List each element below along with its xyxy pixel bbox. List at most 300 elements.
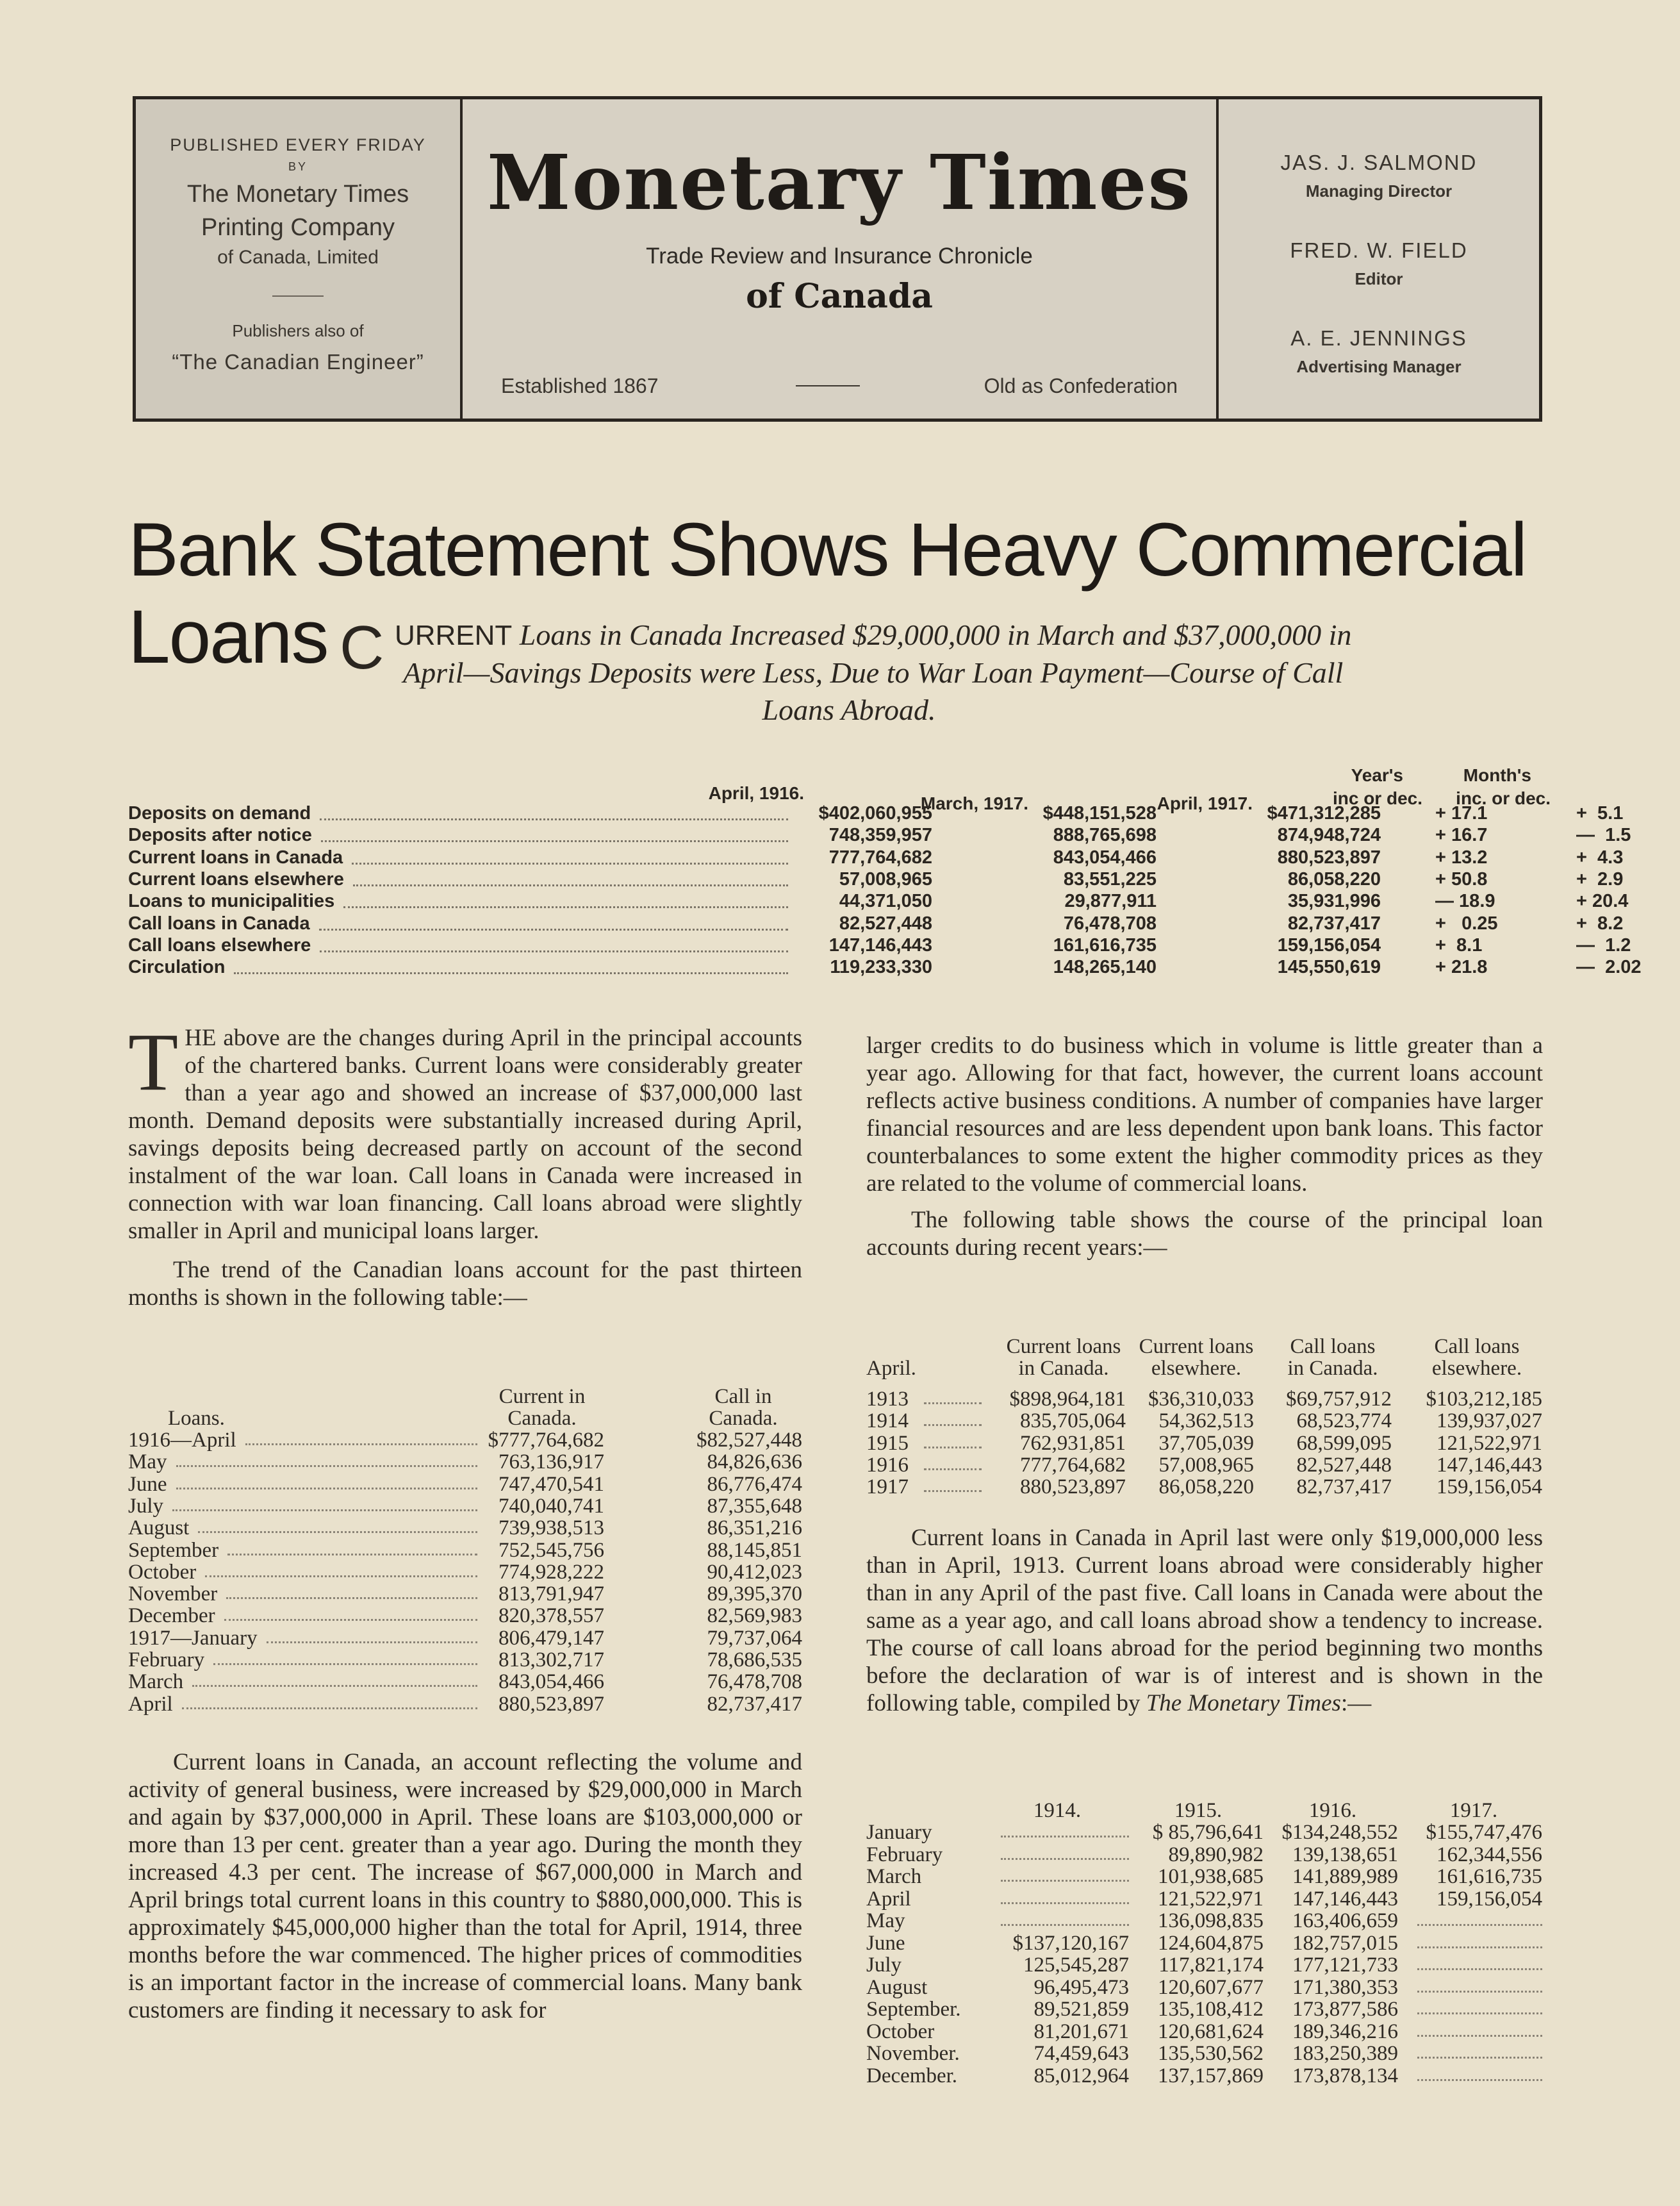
head-c4b: elsewhere. (1431, 1357, 1522, 1380)
publisher-line3: of Canada, Limited (217, 247, 379, 268)
by-label: BY (288, 160, 308, 173)
table-row (866, 1977, 1543, 1998)
cell-m17: 161,616,735 (1053, 934, 1157, 956)
publisher-line2: Printing Company (201, 214, 395, 241)
month: August (128, 1516, 190, 1540)
table-row (866, 1432, 1543, 1454)
month: September. (866, 1998, 961, 2021)
cell-y16: 182,757,015 (1292, 1931, 1398, 1955)
table-row (866, 1998, 1543, 2020)
cell-y16: $134,248,552 (1281, 1821, 1398, 1844)
cell-y14: 81,201,671 (1034, 2019, 1129, 2043)
month: April (128, 1692, 173, 1716)
cell-c4: 147,146,443 (1437, 1453, 1542, 1477)
divider (272, 295, 324, 297)
cell-y16: 183,250,389 (1292, 2042, 1398, 2065)
leader-dots (924, 1388, 982, 1404)
table-row (128, 1605, 802, 1627)
cell-a17: 874,948,724 (1277, 825, 1381, 846)
year-header: 1915. (1174, 1799, 1223, 1822)
head-call-2: Canada. (709, 1407, 778, 1430)
cell-a16: 147,146,443 (828, 934, 932, 956)
row-label: Circulation (128, 957, 226, 978)
table-row (866, 2021, 1543, 2043)
cell-y16: 173,878,134 (1292, 2064, 1398, 2087)
cell-a17: 145,550,619 (1277, 957, 1381, 978)
table-row (128, 1517, 802, 1539)
head-april: April. (866, 1357, 916, 1380)
cell-y15: 135,108,412 (1158, 1998, 1264, 2021)
cell-y16: 163,406,659 (1292, 1909, 1398, 1932)
call-in-canada: 79,737,064 (707, 1626, 802, 1650)
publishers-also-of: Publishers also of (232, 321, 364, 340)
cell-yr: + 17.1 (1435, 803, 1488, 824)
cell-m17: 76,478,708 (1063, 913, 1157, 934)
cell-c3: 82,737,417 (1296, 1475, 1392, 1499)
cell-c1: 835,705,064 (1020, 1409, 1126, 1433)
leader-dots (1001, 1844, 1129, 1860)
year: 1915 (866, 1431, 909, 1455)
month: October (866, 2019, 935, 2043)
cell-c3: $69,757,912 (1286, 1388, 1392, 1411)
year: 1913 (866, 1388, 909, 1411)
cell-c2: $36,310,033 (1148, 1388, 1254, 1411)
paragraph: Current loans in Canada, an account reflecting the volume and activity of general business, were increased by $29,000,000 in March and again by $37,000,000 in April. These loans are $103,000,000 or more than 13 per cent. greater than a year ago. During the month they increased 4.3 per cent. The increase of $67,000,000 in March and April brings total current loans in this country to $880,000,000. This is approximately $45,000,000 higher than the total for April, 1914, three months before the war commenced. The higher prices of commodities is an important factor in the increase of commercial loans. Many bank customers are finding it necessary to ask for (128, 1749, 802, 2023)
current-in-canada: 774,928,222 (498, 1560, 604, 1584)
cell-c4: $103,212,185 (1426, 1388, 1542, 1411)
cell-m17: 888,765,698 (1053, 825, 1157, 846)
row-label: Current loans elsewhere (128, 868, 344, 890)
leader-dots (924, 1432, 982, 1448)
cell-yr: + 13.2 (1435, 847, 1488, 868)
leader-dots (1001, 1821, 1129, 1837)
cell-c4: 121,522,971 (1437, 1431, 1542, 1455)
table-row (128, 1539, 802, 1561)
cell-mo: — 2.02 (1576, 957, 1642, 978)
cell-y16: 173,877,586 (1292, 1998, 1398, 2021)
call-in-canada: 90,412,023 (707, 1560, 802, 1584)
leader-dots (1417, 2065, 1542, 2081)
table-row (128, 1693, 802, 1715)
header-april-1917: April, 1917. (1157, 793, 1253, 813)
cell-a17: 159,156,054 (1277, 934, 1381, 956)
table-row (128, 1583, 802, 1605)
cell-c3: 82,527,448 (1296, 1453, 1392, 1477)
cell-mo: — 1.2 (1576, 934, 1631, 956)
cell-a16: 119,233,330 (830, 957, 932, 978)
leader-dots (172, 1495, 477, 1511)
table-row (866, 1821, 1543, 1843)
summary-row (128, 957, 1642, 979)
leader-dots (245, 1429, 477, 1445)
cell-a16: 748,359,957 (828, 825, 932, 846)
staff-name: A. E. JENNINGS (1290, 326, 1467, 350)
staff-role: Editor (1355, 269, 1403, 288)
row-label: Deposits on demand (128, 803, 311, 824)
header-months-2: inc. or dec. (1456, 788, 1551, 808)
head-current-1: Current in (498, 1385, 586, 1408)
left-column (128, 1016, 802, 1311)
table-row (128, 1473, 802, 1495)
month: February (128, 1648, 205, 1671)
head-c2a: Current loans (1139, 1335, 1254, 1358)
head-c3a: Call loans (1290, 1335, 1376, 1358)
leader-dots (198, 1517, 477, 1533)
row-label: Call loans in Canada (128, 913, 310, 934)
cell-m17: 83,551,225 (1063, 868, 1157, 890)
summary-row (128, 825, 1631, 847)
table-row (866, 1954, 1543, 1976)
publisher-box (136, 99, 463, 419)
header-years-2: inc or dec. (1332, 788, 1422, 808)
leader-dots (176, 1473, 477, 1489)
current-in-canada: 740,040,741 (498, 1494, 604, 1518)
leader-dots (1417, 1910, 1542, 1926)
cell-c2: 57,008,965 (1158, 1453, 1254, 1477)
current-in-canada: 820,378,557 (498, 1604, 604, 1628)
table-row (866, 2065, 1543, 2087)
leader-dots (192, 1671, 477, 1687)
headline: Bank Statement Shows Heavy Commercial Loans (128, 508, 1527, 679)
paragraph: The following table shows the course of the principal loan accounts during recent years:— (866, 1207, 1543, 1261)
row-label: Loans to municipalities (128, 891, 335, 912)
table-row (866, 1844, 1543, 1866)
cell-mo: — 1.5 (1576, 825, 1631, 846)
cell-c2: 86,058,220 (1158, 1475, 1254, 1499)
cell-y15: 135,530,562 (1158, 2042, 1264, 2065)
current-in-canada: 763,136,917 (498, 1450, 604, 1474)
table-row (866, 2043, 1543, 2064)
cell-yr: + 16.7 (1435, 825, 1488, 846)
cell-y15: 137,157,869 (1158, 2064, 1264, 2087)
cell-a16: 57,008,965 (839, 868, 932, 890)
call-in-canada: 82,737,417 (707, 1692, 802, 1716)
table-row (866, 1910, 1543, 1932)
cell-a17: $471,312,285 (1267, 803, 1381, 824)
cell-yr: + 0.25 (1435, 913, 1498, 934)
leader-dots (224, 1605, 477, 1621)
head-call-1: Call in (714, 1385, 772, 1408)
call-in-canada: 82,569,983 (707, 1604, 802, 1628)
leader-dots (226, 1583, 477, 1599)
month: July (128, 1494, 164, 1518)
leader-dots (1001, 1866, 1129, 1882)
month: June (128, 1472, 167, 1496)
summary-row (128, 803, 1624, 825)
cell-m17: 29,877,911 (1064, 891, 1157, 912)
call-in-canada: 76,478,708 (707, 1670, 802, 1694)
paragraph-end: :— (1340, 1690, 1372, 1716)
cell-c4: 139,937,027 (1437, 1409, 1542, 1433)
table-row (128, 1671, 802, 1693)
cell-a17: 35,931,996 (1287, 891, 1381, 912)
cell-y17: 161,616,735 (1437, 1865, 1542, 1888)
cell-y16: 171,380,353 (1292, 1975, 1398, 1999)
staff-role: Managing Director (1305, 181, 1453, 201)
staff-name: JAS. J. SALMOND (1280, 151, 1478, 174)
row-label: Deposits after notice (128, 825, 312, 846)
paragraph: The trend of the Canadian loans account for the past thirteen months is shown in the following table:— (128, 1257, 802, 1311)
summary-row (128, 868, 1624, 891)
row-label: Call loans elsewhere (128, 934, 311, 956)
cell-y15: 101,938,685 (1158, 1865, 1264, 1888)
head-c1b: in Canada. (1018, 1357, 1109, 1380)
cell-c2: 37,705,039 (1158, 1431, 1254, 1455)
old-as-confederation: Old as Confederation (984, 374, 1178, 397)
leader-dots (320, 803, 788, 820)
cell-yr: + 8.1 (1435, 934, 1483, 956)
month: 1917—January (128, 1626, 258, 1650)
table-row (866, 1410, 1543, 1432)
current-in-canada: 747,470,541 (498, 1472, 604, 1496)
head-loans: Loans. (168, 1407, 225, 1430)
month: March (866, 1865, 922, 1888)
leader-dots (1417, 2021, 1542, 2037)
month: May (128, 1450, 167, 1474)
month: January (866, 1821, 932, 1844)
year: 1917 (866, 1475, 909, 1499)
leader-dots (924, 1476, 982, 1492)
summary-row (128, 847, 1624, 869)
month: February (866, 1843, 943, 1866)
table-row (128, 1649, 802, 1671)
cell-y14: $137,120,167 (1012, 1931, 1129, 1955)
cell-y14: 85,012,964 (1034, 2064, 1129, 2087)
cell-y17: 162,344,556 (1437, 1843, 1542, 1866)
right-column-lower (866, 1524, 1543, 1717)
cell-yr: + 50.8 (1435, 868, 1488, 890)
leader-dots (353, 869, 788, 886)
publication-ref: The Monetary Times (1146, 1690, 1341, 1716)
cell-m17: $448,151,528 (1042, 803, 1157, 824)
deck-cap: C (340, 613, 384, 682)
leader-dots (213, 1649, 477, 1665)
call-in-canada: $82,527,448 (696, 1429, 802, 1452)
publication-subtitle: Trade Review and Insurance Chronicle (646, 244, 1033, 269)
cell-y14: 96,495,473 (1034, 1975, 1129, 1999)
cell-y16: 141,889,989 (1292, 1865, 1398, 1888)
leader-dots (352, 847, 788, 865)
current-in-canada: 752,545,756 (498, 1538, 604, 1562)
cell-a16: 777,764,682 (828, 847, 932, 868)
of-canada: of Canada (746, 277, 933, 316)
cell-y17: $155,747,476 (1426, 1821, 1542, 1844)
call-in-canada: 87,355,648 (707, 1494, 802, 1518)
cell-c4: 159,156,054 (1437, 1475, 1542, 1499)
cell-mo: + 8.2 (1576, 913, 1624, 934)
publisher-line1: The Monetary Times (186, 181, 409, 208)
head-current-2: Canada. (507, 1407, 577, 1430)
leader-dots (1417, 1954, 1542, 1970)
current-in-canada: 739,938,513 (498, 1516, 604, 1540)
table-row (866, 1388, 1543, 1410)
cell-yr: + 21.8 (1435, 957, 1488, 978)
cell-mo: + 4.3 (1576, 847, 1624, 868)
published-every-friday: PUBLISHED EVERY FRIDAY (170, 135, 426, 154)
table-row (866, 1476, 1543, 1498)
header-months: Month's (1463, 765, 1531, 785)
current-in-canada: $777,764,682 (488, 1429, 604, 1452)
leader-dots (234, 957, 788, 974)
month: May (866, 1909, 905, 1932)
cell-c1: 777,764,682 (1020, 1453, 1126, 1477)
cell-m17: 843,054,466 (1053, 847, 1157, 868)
cell-y16: 147,146,443 (1292, 1887, 1398, 1911)
header-march-1917: March, 1917. (920, 793, 1028, 813)
head-c3b: in Canada. (1287, 1357, 1378, 1380)
leader-dots (1417, 1998, 1542, 2014)
row-label: Current loans in Canada (128, 847, 343, 868)
right-column (866, 1032, 1543, 1261)
table-row (128, 1451, 802, 1473)
header-years: Year's (1351, 765, 1403, 785)
cell-mo: + 5.1 (1576, 803, 1624, 824)
cell-c3: 68,523,774 (1296, 1409, 1392, 1433)
title-box (463, 99, 1219, 419)
leader-dots (924, 1410, 982, 1426)
month: December (128, 1604, 215, 1628)
year-header: 1916. (1308, 1799, 1357, 1822)
cell-y15: 117,821,174 (1158, 1953, 1264, 1977)
month: August (866, 1975, 928, 1999)
month: November (128, 1582, 218, 1606)
staff-role: Advertising Manager (1296, 357, 1462, 376)
staff-name: FRED. W. FIELD (1290, 238, 1468, 262)
table-row (128, 1561, 802, 1583)
month: March (128, 1670, 184, 1694)
divider (796, 385, 860, 386)
deck (340, 613, 1358, 729)
current-in-canada: 880,523,897 (498, 1692, 604, 1716)
summary-row (128, 934, 1631, 957)
masthead (133, 96, 1542, 422)
cell-a16: 82,527,448 (839, 913, 932, 934)
cell-y16: 189,346,216 (1292, 2019, 1398, 2043)
cell-y14: 89,521,859 (1034, 1998, 1129, 2021)
leader-dots (227, 1539, 477, 1555)
leader-dots (343, 891, 788, 908)
call-in-canada: 89,395,370 (707, 1582, 802, 1606)
table-row (866, 1932, 1543, 1954)
leader-dots (176, 1451, 477, 1467)
cell-a17: 880,523,897 (1277, 847, 1381, 868)
deck-lead: URRENT (394, 620, 513, 651)
leader-dots (205, 1561, 477, 1577)
dropcap: T (128, 1016, 179, 1107)
summary-row (128, 913, 1624, 935)
call-in-canada: 88,145,851 (707, 1538, 802, 1562)
cell-mo: + 20.4 (1576, 891, 1629, 912)
paragraph (866, 1524, 1543, 1717)
head-c4a: Call loans (1434, 1335, 1520, 1358)
paragraph: larger credits to do business which in volume is little greater than a year ago. Allowing for that fact, however, the current loans account reflects active business conditions. A number of companies have larger financial resources and are less dependent upon bank loans. This factor counterbalances to some extent the higher commodity prices as they are related to the volume of commercial loans. (866, 1033, 1543, 1197)
cell-c2: 54,362,513 (1158, 1409, 1254, 1433)
cell-m17: 148,265,140 (1053, 957, 1157, 978)
leader-dots (1417, 2043, 1542, 2059)
leader-dots (924, 1454, 982, 1470)
cell-a16: 44,371,050 (839, 891, 932, 912)
cell-y15: 120,607,677 (1158, 1975, 1264, 1999)
year-header: 1914. (1033, 1799, 1082, 1822)
leader-dots (321, 825, 788, 842)
paragraph: HE above are the changes during April in the principal accounts of the chartered banks. Current loans were considerably greater than a year ago and showed an increase of $37,000,000 last month. Demand deposits were substantially increased during April, savings deposits being decreased partly on account of the second instalment of the war loan. Call loans in Canada were increased in connection with war loan financing. Call loans abroad were slightly smaller in April and municipal loans larger. (128, 1025, 802, 1244)
month: July (866, 1953, 902, 1977)
publication-title: Monetary Times (487, 138, 1192, 227)
canadian-engineer: “The Canadian Engineer” (172, 350, 424, 374)
head-c1a: Current loans (1006, 1335, 1121, 1358)
call-in-canada: 78,686,535 (707, 1648, 802, 1671)
current-in-canada: 813,302,717 (498, 1648, 604, 1671)
cell-c1: 880,523,897 (1020, 1475, 1126, 1499)
paragraph-text: Current loans in Canada in April last were only $19,000,000 less than in April, 1913. Current loans abroad were considerably higher than in any April of the past five. Call loans in Canada were about the same as a year ago, and call loans abroad show a tendency to increase. The course of call loans abroad for the period beginning two months before the declaration of war is of interest and is shown in the following table, compiled by (866, 1525, 1543, 1716)
leader-dots (267, 1627, 477, 1643)
call-in-canada: 86,351,216 (707, 1516, 802, 1540)
cell-a17: 82,737,417 (1287, 913, 1381, 934)
current-in-canada: 843,054,466 (498, 1670, 604, 1694)
leader-dots (182, 1693, 477, 1709)
current-in-canada: 806,479,147 (498, 1626, 604, 1650)
cell-yr: — 18.9 (1435, 891, 1495, 912)
cell-a16: $402,060,955 (818, 803, 932, 824)
year: 1916 (866, 1453, 909, 1477)
month: November. (866, 2042, 960, 2065)
cell-y15: $ 85,796,641 (1152, 1821, 1264, 1844)
cell-c1: $898,964,181 (1009, 1388, 1126, 1411)
established: Established 1867 (501, 374, 659, 397)
cell-y15: 136,098,835 (1158, 1909, 1264, 1932)
table-row (128, 1495, 802, 1517)
cell-mo: + 2.9 (1576, 868, 1624, 890)
leader-dots (320, 935, 788, 952)
cell-c1: 762,931,851 (1020, 1431, 1126, 1455)
header-april-1916: April, 1916. (708, 783, 804, 803)
left-column-lower (128, 1748, 802, 2024)
month: October (128, 1560, 197, 1584)
year-header: 1917. (1449, 1799, 1498, 1822)
staff-box (1219, 99, 1539, 419)
summary-row (128, 891, 1629, 913)
cell-y16: 139,138,651 (1292, 1843, 1398, 1866)
leader-dots (1001, 1888, 1129, 1904)
table-row (128, 1627, 802, 1649)
leader-dots (1417, 1932, 1542, 1948)
leader-dots (1001, 1910, 1129, 1926)
month: December. (866, 2064, 958, 2087)
current-in-canada: 813,791,947 (498, 1582, 604, 1606)
leader-dots (319, 913, 788, 931)
cell-y16: 177,121,733 (1292, 1953, 1398, 1977)
table-row (128, 1429, 802, 1451)
month: June (866, 1931, 905, 1955)
cell-y15: 124,604,875 (1158, 1931, 1264, 1955)
month: April (866, 1887, 911, 1911)
cell-y17: 159,156,054 (1437, 1887, 1542, 1911)
cell-c3: 68,599,095 (1296, 1431, 1392, 1455)
leader-dots (1417, 1977, 1542, 1993)
call-in-canada: 86,776,474 (707, 1472, 802, 1496)
month: September (128, 1538, 219, 1562)
cell-y15: 89,890,982 (1168, 1843, 1264, 1866)
cell-a17: 86,058,220 (1287, 868, 1381, 890)
table-row (866, 1454, 1543, 1476)
head-c2b: elsewhere. (1151, 1357, 1242, 1380)
month: 1916—April (128, 1429, 236, 1452)
year: 1914 (866, 1409, 909, 1433)
cell-y14: 125,545,287 (1023, 1953, 1129, 1977)
cell-y15: 120,681,624 (1158, 2019, 1264, 2043)
cell-y15: 121,522,971 (1158, 1887, 1264, 1911)
deck-text: Loans in Canada Increased $29,000,000 in March and $37,000,000 in April—Savings Deposits were Less, Due to War Loan Payment—Course of Call Loans Abroad. (403, 618, 1352, 726)
